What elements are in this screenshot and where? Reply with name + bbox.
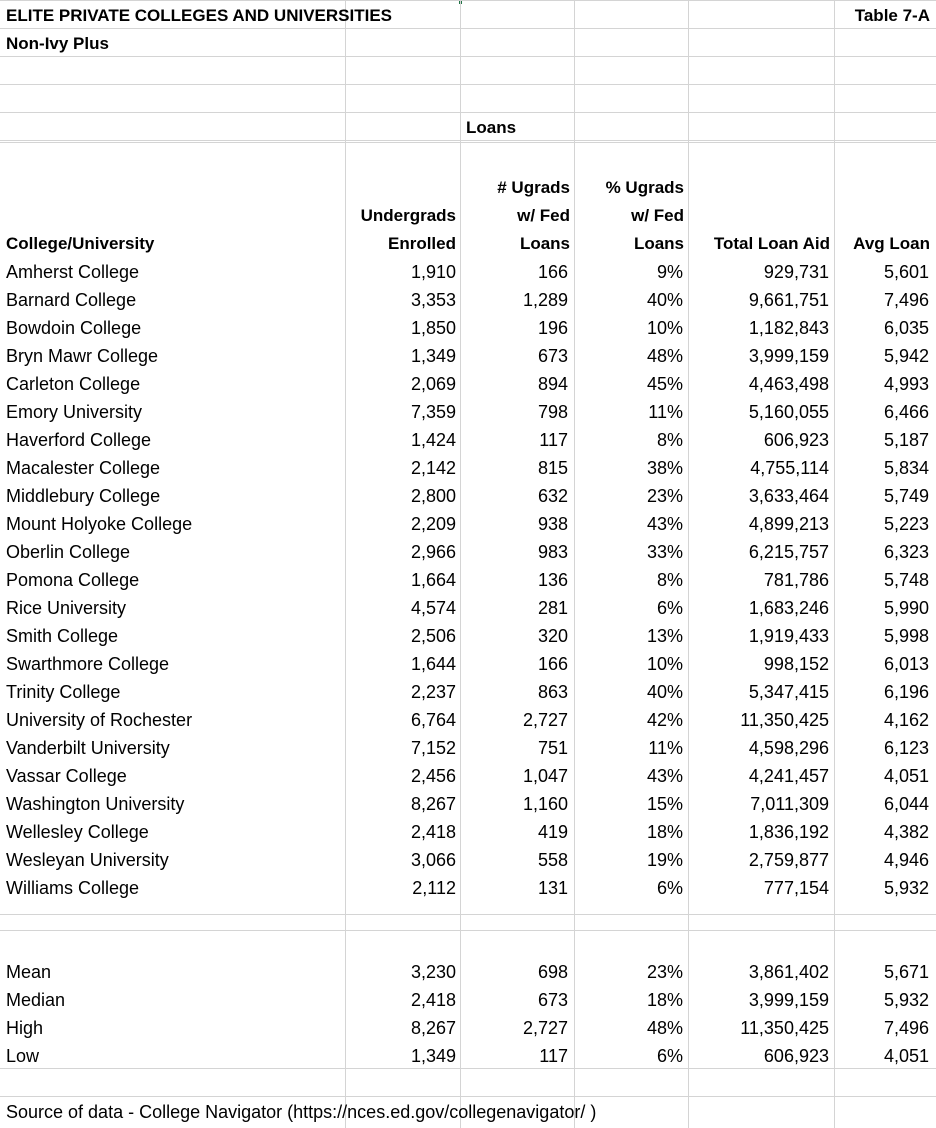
row-college-name[interactable]: Pomona College: [6, 570, 140, 590]
row-gridline: [0, 0, 936, 1]
table-label[interactable]: Table 7-A: [854, 6, 930, 25]
row-pct-with-loans[interactable]: 10%: [646, 654, 683, 674]
header-avg-loan[interactable]: Avg Loan: [853, 234, 930, 253]
row-ugrads-with-loans[interactable]: 166: [537, 654, 568, 674]
row-undergrads-enrolled[interactable]: 2,800: [410, 486, 456, 506]
stat-avg-loan[interactable]: 5,932: [883, 990, 929, 1010]
row-pct-with-loans[interactable]: 6%: [656, 598, 683, 618]
row-ugrads-with-loans[interactable]: 558: [537, 850, 568, 870]
sheet-subtitle[interactable]: Non-Ivy Plus: [6, 34, 109, 53]
row-college-name[interactable]: Oberlin College: [6, 542, 131, 562]
row-avg-loan[interactable]: 4,993: [883, 374, 929, 394]
row-undergrads-enrolled[interactable]: 2,069: [410, 374, 456, 394]
row-pct-with-loans[interactable]: 13%: [646, 626, 683, 646]
row-college-name[interactable]: Washington University: [6, 794, 185, 814]
row-pct-with-loans[interactable]: 9%: [656, 262, 683, 282]
row-pct-with-loans[interactable]: 23%: [646, 486, 683, 506]
row-pct-with-loans[interactable]: 45%: [646, 374, 683, 394]
row-college-name[interactable]: Mount Holyoke College: [6, 514, 193, 534]
row-total-loan-aid[interactable]: 929,731: [763, 262, 829, 282]
row-avg-loan[interactable]: 5,223: [883, 514, 929, 534]
row-college-name[interactable]: Middlebury College: [6, 486, 161, 506]
row-ugrads-with-loans[interactable]: 1,160: [522, 794, 568, 814]
row-avg-loan[interactable]: 6,123: [883, 738, 929, 758]
row-undergrads-enrolled[interactable]: 1,644: [410, 654, 456, 674]
row-college-name[interactable]: Vanderbilt University: [6, 738, 170, 758]
row-undergrads-enrolled[interactable]: 1,910: [410, 262, 456, 282]
row-total-loan-aid[interactable]: 3,999,159: [748, 346, 829, 366]
row-college-name[interactable]: Barnard College: [6, 290, 137, 310]
row-undergrads-enrolled[interactable]: 2,456: [410, 766, 456, 786]
row-total-loan-aid[interactable]: 606,923: [763, 430, 829, 450]
row-avg-loan[interactable]: 4,382: [883, 822, 929, 842]
stat-undergrads-enrolled[interactable]: 8,267: [410, 1018, 456, 1038]
row-avg-loan[interactable]: 6,196: [883, 682, 929, 702]
row-total-loan-aid[interactable]: 4,899,213: [748, 514, 829, 534]
row-avg-loan[interactable]: 6,323: [883, 542, 929, 562]
row-college-name[interactable]: Vassar College: [6, 766, 127, 786]
stat-avg-loan[interactable]: 5,671: [883, 962, 929, 982]
row-undergrads-enrolled[interactable]: 3,066: [410, 850, 456, 870]
row-undergrads-enrolled[interactable]: 3,353: [410, 290, 456, 310]
row-college-name[interactable]: Wesleyan University: [6, 850, 169, 870]
row-ugrads-with-loans[interactable]: 798: [537, 402, 568, 422]
row-avg-loan[interactable]: 4,051: [883, 766, 929, 786]
row-college-name[interactable]: Haverford College: [6, 430, 152, 450]
stat-ugrads-with-loans[interactable]: 698: [537, 962, 568, 982]
row-ugrads-with-loans[interactable]: 673: [537, 346, 568, 366]
stat-avg-loan[interactable]: 7,496: [883, 1018, 929, 1038]
row-total-loan-aid[interactable]: 4,755,114: [750, 458, 829, 478]
header-total-loan-aid[interactable]: Total Loan Aid: [713, 234, 830, 253]
stat-total-loan-aid[interactable]: 3,999,159: [748, 990, 829, 1010]
row-undergrads-enrolled[interactable]: 2,142: [410, 458, 456, 478]
row-ugrads-with-loans[interactable]: 320: [537, 626, 568, 646]
row-ugrads-with-loans[interactable]: 131: [537, 878, 568, 898]
stat-ugrads-with-loans[interactable]: 673: [537, 990, 568, 1010]
stat-college-name[interactable]: Median: [6, 990, 66, 1010]
row-gridline: [0, 56, 936, 57]
row-avg-loan[interactable]: 5,834: [883, 458, 929, 478]
row-pct-with-loans[interactable]: 8%: [656, 570, 683, 590]
row-ugrads-with-loans[interactable]: 1,289: [522, 290, 568, 310]
row-gridline: [0, 112, 936, 113]
row-pct-with-loans[interactable]: 43%: [646, 514, 683, 534]
row-total-loan-aid[interactable]: 1,836,192: [748, 822, 829, 842]
row-total-loan-aid[interactable]: 7,011,309: [750, 794, 829, 814]
stat-undergrads-enrolled[interactable]: 3,230: [410, 962, 456, 982]
row-total-loan-aid[interactable]: 5,347,415: [748, 682, 829, 702]
sheet-title[interactable]: ELITE PRIVATE COLLEGES AND UNIVERSITIES: [6, 6, 393, 25]
row-undergrads-enrolled[interactable]: 1,424: [410, 430, 456, 450]
row-college-name[interactable]: Emory University: [6, 402, 143, 422]
header-enrolled[interactable]: Undergrads Enrolled: [360, 206, 456, 253]
row-total-loan-aid[interactable]: 998,152: [763, 654, 829, 674]
row-undergrads-enrolled[interactable]: 8,267: [410, 794, 456, 814]
row-total-loan-aid[interactable]: 9,661,751: [748, 290, 829, 310]
row-undergrads-enrolled[interactable]: 2,237: [410, 682, 456, 702]
stat-undergrads-enrolled[interactable]: 2,418: [410, 990, 456, 1010]
row-ugrads-with-loans[interactable]: 863: [537, 682, 568, 702]
row-total-loan-aid[interactable]: 4,598,296: [748, 738, 829, 758]
row-ugrads-with-loans[interactable]: 1,047: [522, 766, 568, 786]
row-pct-with-loans[interactable]: 15%: [646, 794, 683, 814]
stat-total-loan-aid[interactable]: 11,350,425: [740, 1018, 829, 1038]
row-pct-with-loans[interactable]: 38%: [646, 458, 683, 478]
row-ugrads-with-loans[interactable]: 938: [537, 514, 568, 534]
row-undergrads-enrolled[interactable]: 7,152: [410, 738, 456, 758]
row-undergrads-enrolled[interactable]: 1,349: [410, 346, 456, 366]
row-avg-loan[interactable]: 5,942: [883, 346, 929, 366]
stat-ugrads-with-loans[interactable]: 2,727: [522, 1018, 568, 1038]
row-total-loan-aid[interactable]: 1,182,843: [748, 318, 829, 338]
stat-pct-with-loans[interactable]: 48%: [646, 1018, 683, 1038]
row-total-loan-aid[interactable]: 777,154: [763, 878, 829, 898]
row-avg-loan[interactable]: 6,466: [883, 402, 929, 422]
row-ugrads-with-loans[interactable]: 894: [537, 374, 568, 394]
header-ugrads-loans[interactable]: # Ugrads w/ Fed Loans: [497, 178, 570, 253]
row-avg-loan[interactable]: 5,998: [883, 626, 929, 646]
row-college-name[interactable]: Rice University: [6, 598, 127, 618]
stat-pct-with-loans[interactable]: 18%: [646, 990, 683, 1010]
row-ugrads-with-loans[interactable]: 815: [537, 458, 568, 478]
row-avg-loan[interactable]: 5,601: [883, 262, 929, 282]
row-ugrads-with-loans[interactable]: 136: [537, 570, 568, 590]
row-avg-loan[interactable]: 5,748: [883, 570, 929, 590]
row-avg-loan[interactable]: 5,990: [883, 598, 929, 618]
row-avg-loan[interactable]: 5,932: [883, 878, 929, 898]
row-college-name[interactable]: Wellesley College: [6, 822, 149, 842]
row-pct-with-loans[interactable]: 19%: [646, 850, 683, 870]
row-avg-loan[interactable]: 6,044: [883, 794, 929, 814]
row-gridline: [0, 1096, 936, 1097]
row-total-loan-aid[interactable]: 6,215,757: [748, 542, 829, 562]
row-college-name[interactable]: Swarthmore College: [6, 654, 170, 674]
row-avg-loan[interactable]: 4,162: [883, 710, 929, 730]
row-undergrads-enrolled[interactable]: 4,574: [410, 598, 456, 618]
header-college[interactable]: College/University: [6, 234, 155, 253]
row-avg-loan[interactable]: 7,496: [883, 290, 929, 310]
row-total-loan-aid[interactable]: 2,759,877: [748, 850, 829, 870]
row-total-loan-aid[interactable]: 781,786: [763, 570, 829, 590]
row-pct-with-loans[interactable]: 40%: [646, 682, 683, 702]
row-ugrads-with-loans[interactable]: 117: [539, 430, 568, 450]
row-ugrads-with-loans[interactable]: 983: [537, 542, 568, 562]
row-total-loan-aid[interactable]: 3,633,464: [748, 486, 829, 506]
row-avg-loan[interactable]: 6,013: [883, 654, 929, 674]
row-pct-with-loans[interactable]: 43%: [646, 766, 683, 786]
row-ugrads-with-loans[interactable]: 281: [537, 598, 568, 618]
stat-college-name[interactable]: High: [6, 1018, 44, 1038]
row-undergrads-enrolled[interactable]: 2,506: [410, 626, 456, 646]
stat-total-loan-aid[interactable]: 3,861,402: [748, 962, 829, 982]
row-undergrads-enrolled[interactable]: 6,764: [410, 710, 456, 730]
row-pct-with-loans[interactable]: 33%: [646, 542, 683, 562]
stat-pct-with-loans[interactable]: 6%: [656, 1046, 683, 1066]
stat-avg-loan[interactable]: 4,051: [883, 1046, 929, 1066]
row-undergrads-enrolled[interactable]: 2,966: [410, 542, 456, 562]
row-pct-with-loans[interactable]: 8%: [656, 430, 683, 450]
row-college-name[interactable]: University of Rochester: [6, 710, 193, 730]
source-note[interactable]: Source of data - College Navigator (https://nces.ed.gov/collegenavigator/ ): [6, 1102, 597, 1122]
row-avg-loan[interactable]: 5,187: [883, 430, 929, 450]
row-avg-loan[interactable]: 6,035: [883, 318, 929, 338]
row-college-name[interactable]: Amherst College: [6, 262, 140, 282]
row-total-loan-aid[interactable]: 5,160,055: [748, 402, 829, 422]
row-total-loan-aid[interactable]: 1,683,246: [748, 598, 829, 618]
row-avg-loan[interactable]: 5,749: [883, 486, 929, 506]
row-gridline: [0, 142, 936, 143]
row-ugrads-with-loans[interactable]: 2,727: [522, 710, 568, 730]
row-college-name[interactable]: Williams College: [6, 878, 140, 898]
row-undergrads-enrolled[interactable]: 2,112: [412, 878, 456, 898]
row-gridline: [0, 930, 936, 931]
stat-pct-with-loans[interactable]: 23%: [646, 962, 683, 982]
row-pct-with-loans[interactable]: 10%: [646, 318, 683, 338]
header-pct-loans[interactable]: % Ugrads w/ Fed Loans: [605, 178, 684, 253]
row-total-loan-aid[interactable]: 1,919,433: [748, 626, 829, 646]
row-total-loan-aid[interactable]: 11,350,425: [740, 710, 829, 730]
row-avg-loan[interactable]: 4,946: [883, 850, 929, 870]
row-total-loan-aid[interactable]: 4,463,498: [748, 374, 829, 394]
row-ugrads-with-loans[interactable]: 166: [537, 262, 568, 282]
row-pct-with-loans[interactable]: 18%: [646, 822, 683, 842]
row-undergrads-enrolled[interactable]: 2,418: [410, 822, 456, 842]
row-ugrads-with-loans[interactable]: 196: [537, 318, 568, 338]
row-college-name[interactable]: Carleton College: [6, 374, 141, 394]
stat-college-name[interactable]: Mean: [6, 962, 52, 982]
row-ugrads-with-loans[interactable]: 419: [537, 822, 568, 842]
row-pct-with-loans[interactable]: 11%: [648, 738, 683, 758]
group-label-loans[interactable]: Loans: [466, 118, 517, 137]
row-pct-with-loans[interactable]: 48%: [646, 346, 683, 366]
row-undergrads-enrolled[interactable]: 7,359: [410, 402, 456, 422]
row-college-name[interactable]: Bowdoin College: [6, 318, 142, 338]
row-college-name[interactable]: Macalester College: [6, 458, 161, 478]
row-college-name[interactable]: Smith College: [6, 626, 119, 646]
stat-total-loan-aid[interactable]: 606,923: [763, 1046, 829, 1066]
row-pct-with-loans[interactable]: 11%: [648, 402, 683, 422]
row-undergrads-enrolled[interactable]: 1,850: [410, 318, 456, 338]
row-undergrads-enrolled[interactable]: 2,209: [410, 514, 456, 534]
row-ugrads-with-loans[interactable]: 632: [537, 486, 568, 506]
row-gridline: [0, 914, 936, 915]
row-pct-with-loans[interactable]: 42%: [646, 710, 683, 730]
row-college-name[interactable]: Trinity College: [6, 682, 121, 702]
row-ugrads-with-loans[interactable]: 751: [537, 738, 568, 758]
stat-ugrads-with-loans[interactable]: 117: [539, 1046, 568, 1066]
stat-undergrads-enrolled[interactable]: 1,349: [410, 1046, 456, 1066]
row-college-name[interactable]: Bryn Mawr College: [6, 346, 159, 366]
row-gridline: [0, 84, 936, 85]
row-total-loan-aid[interactable]: 4,241,457: [748, 766, 829, 786]
stat-college-name[interactable]: Low: [6, 1046, 40, 1066]
row-undergrads-enrolled[interactable]: 1,664: [410, 570, 456, 590]
row-pct-with-loans[interactable]: 40%: [646, 290, 683, 310]
row-pct-with-loans[interactable]: 6%: [656, 878, 683, 898]
